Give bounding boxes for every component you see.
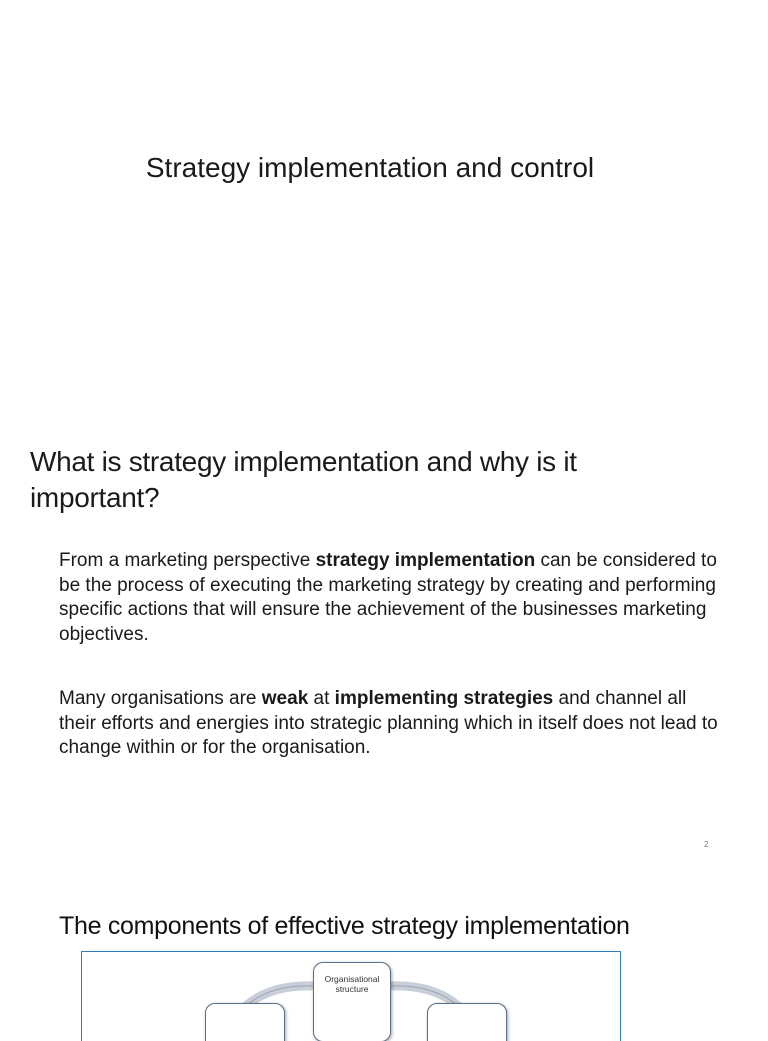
component-label-line-2: structure xyxy=(335,984,369,994)
slide-title xyxy=(0,0,768,410)
bold-term: strategy implementation xyxy=(315,550,536,571)
page-number: 2 xyxy=(704,840,709,849)
paragraph-text: Many organisations are xyxy=(59,688,262,709)
paragraph-text: and channel all their efforts and energies into strategic planning which in itself does not lead to change within or for the organisation. xyxy=(59,688,718,758)
component-box-right xyxy=(427,1003,507,1041)
slide-what-is-strategy-implementation xyxy=(0,410,768,860)
weakness-paragraph xyxy=(59,687,719,761)
component-box-left xyxy=(205,1003,285,1041)
paragraph-text: From a marketing perspective xyxy=(59,550,316,571)
slide-heading-line-1: What is strategy implementation and why is it xyxy=(30,446,577,477)
bold-term: implementing strategies xyxy=(334,688,554,709)
paragraph-text: at xyxy=(308,688,335,709)
component-box-organisational-structure xyxy=(313,962,391,1041)
component-label-line-1: Organisational xyxy=(324,974,380,984)
slide-heading: The components of effective strategy implementation xyxy=(59,912,630,940)
slide-heading xyxy=(30,444,730,516)
slide-components xyxy=(0,860,768,1024)
definition-paragraph xyxy=(59,549,719,647)
paragraph-text: can be considered to be the process of executing the marketing strategy by creating and performing specific actions that will ensure the achievement of the businesses marketing objectives. xyxy=(59,550,717,645)
components-diagram xyxy=(81,951,621,1041)
slide-heading-line-2: important? xyxy=(30,482,160,513)
slide-title-text: Strategy implementation and control xyxy=(145,152,595,183)
bold-term: weak xyxy=(261,688,309,709)
